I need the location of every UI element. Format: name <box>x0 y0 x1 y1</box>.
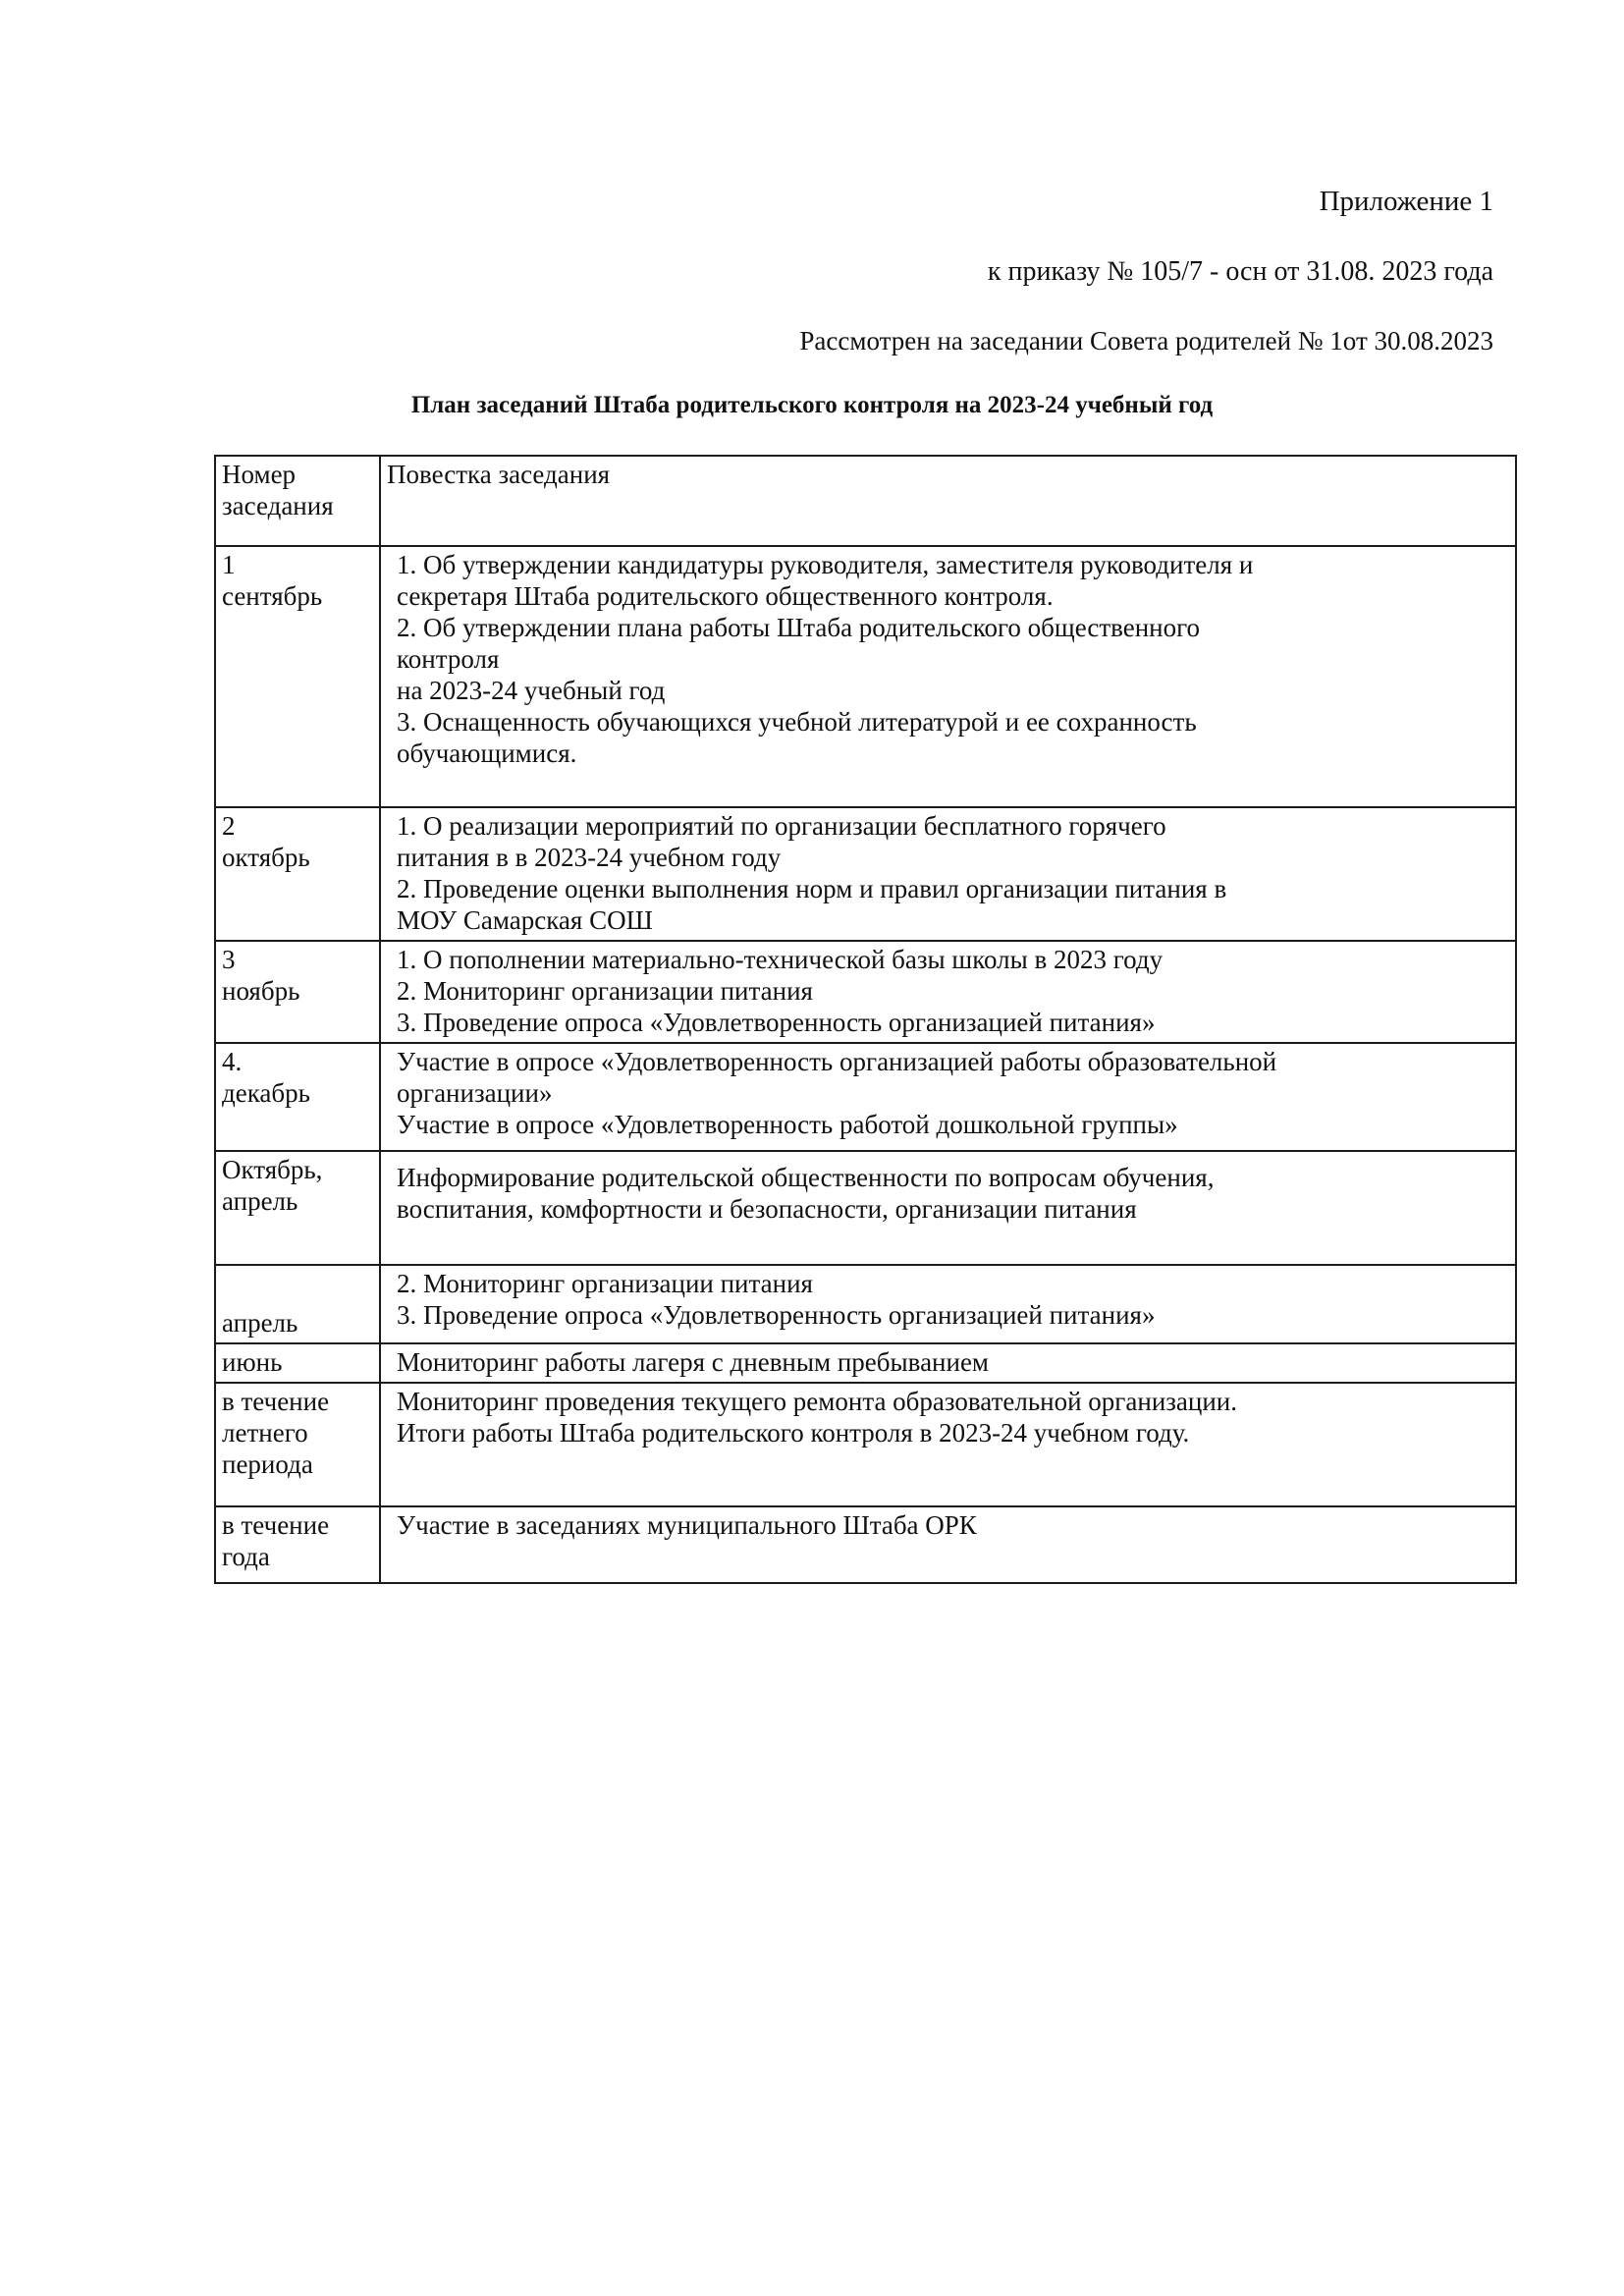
row-period: года <box>222 1542 270 1571</box>
row-when-cell <box>215 1506 380 1583</box>
table-row <box>215 1383 1516 1506</box>
row-when-cell <box>215 1151 380 1265</box>
agenda-line: контроля <box>397 644 500 674</box>
row-when-cell <box>215 1043 380 1151</box>
row-period: апрель <box>222 1308 298 1338</box>
header-number-line: Номер <box>222 460 297 489</box>
document-title: План заседаний Штаба родительского контроля на 2023-24 учебный год <box>410 392 1214 418</box>
row-when-cell <box>215 546 380 807</box>
row-agenda-cell <box>380 1151 1516 1265</box>
row-period: в течение <box>222 1387 330 1416</box>
review-note: Рассмотрен на заседании Совета родителей № 1от 30.08.2023 <box>799 326 1493 355</box>
meeting-plan-table <box>214 455 1517 1584</box>
table-row <box>215 1506 1516 1583</box>
row-when-cell <box>215 941 380 1043</box>
agenda-line: Мониторинг работы лагеря с дневным пребыванием <box>397 1347 990 1377</box>
agenda-line: 1. О пополнении материально-технической базы школы в 2023 году <box>397 945 1164 974</box>
header-agenda-label: Повестка заседания <box>387 460 611 489</box>
row-agenda-cell <box>380 1506 1516 1583</box>
table-row <box>215 807 1516 941</box>
appendix-label: Приложение 1 <box>1319 186 1493 217</box>
row-period: октябрь <box>222 843 310 872</box>
agenda-line: секретаря Штаба родительского общественного контроля. <box>397 581 1054 611</box>
table-row <box>215 1151 1516 1265</box>
row-when-cell <box>215 1265 380 1343</box>
header-cell-agenda <box>380 456 1516 546</box>
table-header-row <box>215 456 1516 546</box>
table-row <box>215 941 1516 1043</box>
agenda-line: Информирование родительской общественности по вопросам обучения, <box>397 1163 1215 1192</box>
agenda-line: 2. Мониторинг организации питания <box>397 1269 813 1298</box>
agenda-line: 2. Мониторинг организации питания <box>397 976 813 1006</box>
agenda-line: Мониторинг проведения текущего ремонта образовательной организации. <box>397 1387 1238 1416</box>
row-period: ноябрь <box>222 976 300 1006</box>
row-number: 2 <box>222 811 236 841</box>
row-period: периода <box>222 1449 313 1479</box>
agenda-line: Итоги работы Штаба родительского контроля в 2023-24 учебном году. <box>397 1418 1190 1448</box>
agenda-line: 3. Оснащенность обучающихся учебной литературой и ее сохранность <box>397 707 1197 737</box>
row-agenda-cell <box>380 807 1516 941</box>
row-when-cell <box>215 807 380 941</box>
agenda-line: питания в в 2023-24 учебном году <box>397 843 782 872</box>
order-reference: к приказу № 105/7 - осн от 31.08. 2023 года <box>987 256 1493 287</box>
row-agenda-cell <box>380 546 1516 807</box>
table-row <box>215 1343 1516 1383</box>
row-period: декабрь <box>222 1078 310 1108</box>
row-number: 4. <box>222 1047 243 1076</box>
agenda-line: обучающимися. <box>397 738 577 768</box>
agenda-line: воспитания, комфортности и безопасности, организации питания <box>397 1194 1137 1224</box>
agenda-line: 1. О реализации мероприятий по организации бесплатного горячего <box>397 811 1166 841</box>
agenda-line: МОУ Самарская СОШ <box>397 905 653 935</box>
row-period: Октябрь, <box>222 1155 323 1184</box>
row-period: в течение <box>222 1510 330 1540</box>
row-when-cell <box>215 1343 380 1383</box>
row-period: летнего <box>222 1418 308 1448</box>
agenda-line: 2. Об утверждении плана работы Штаба родительского общественного <box>397 613 1201 642</box>
spacer <box>387 1154 1509 1162</box>
row-period: июнь <box>222 1347 283 1377</box>
agenda-line: Участие в опросе «Удовлетворенность работой дошкольной группы» <box>397 1110 1178 1139</box>
header-number-line: заседания <box>222 491 334 520</box>
row-agenda-cell <box>380 1043 1516 1151</box>
row-period: апрель <box>222 1186 298 1216</box>
agenda-line: 1. Об утверждении кандидатуры руководителя, заместителя руководителя и <box>397 550 1254 579</box>
row-period: сентябрь <box>222 581 323 611</box>
row-agenda-cell <box>380 1343 1516 1383</box>
agenda-line: на 2023-24 учебный год <box>397 676 666 705</box>
agenda-line: Участие в заседаниях муниципального Штаба ОРК <box>397 1510 977 1540</box>
table-row <box>215 1265 1516 1343</box>
row-when-cell <box>215 1383 380 1506</box>
table-row <box>215 546 1516 807</box>
row-agenda-cell <box>380 1383 1516 1506</box>
agenda-line: 3. Проведение опроса «Удовлетворенность организацией питания» <box>397 1300 1156 1330</box>
spacer <box>222 1268 373 1307</box>
agenda-line: организации» <box>397 1078 553 1108</box>
agenda-line: Участие в опросе «Удовлетворенность организацией работы образовательной <box>397 1047 1277 1076</box>
row-number: 3 <box>222 945 236 974</box>
header-cell-number <box>215 456 380 546</box>
row-agenda-cell <box>380 1265 1516 1343</box>
agenda-line: 2. Проведение оценки выполнения норм и правил организации питания в <box>397 874 1227 903</box>
row-agenda-cell <box>380 941 1516 1043</box>
table-row <box>215 1043 1516 1151</box>
agenda-line: 3. Проведение опроса «Удовлетворенность организацией питания» <box>397 1008 1156 1037</box>
row-number: 1 <box>222 550 236 579</box>
